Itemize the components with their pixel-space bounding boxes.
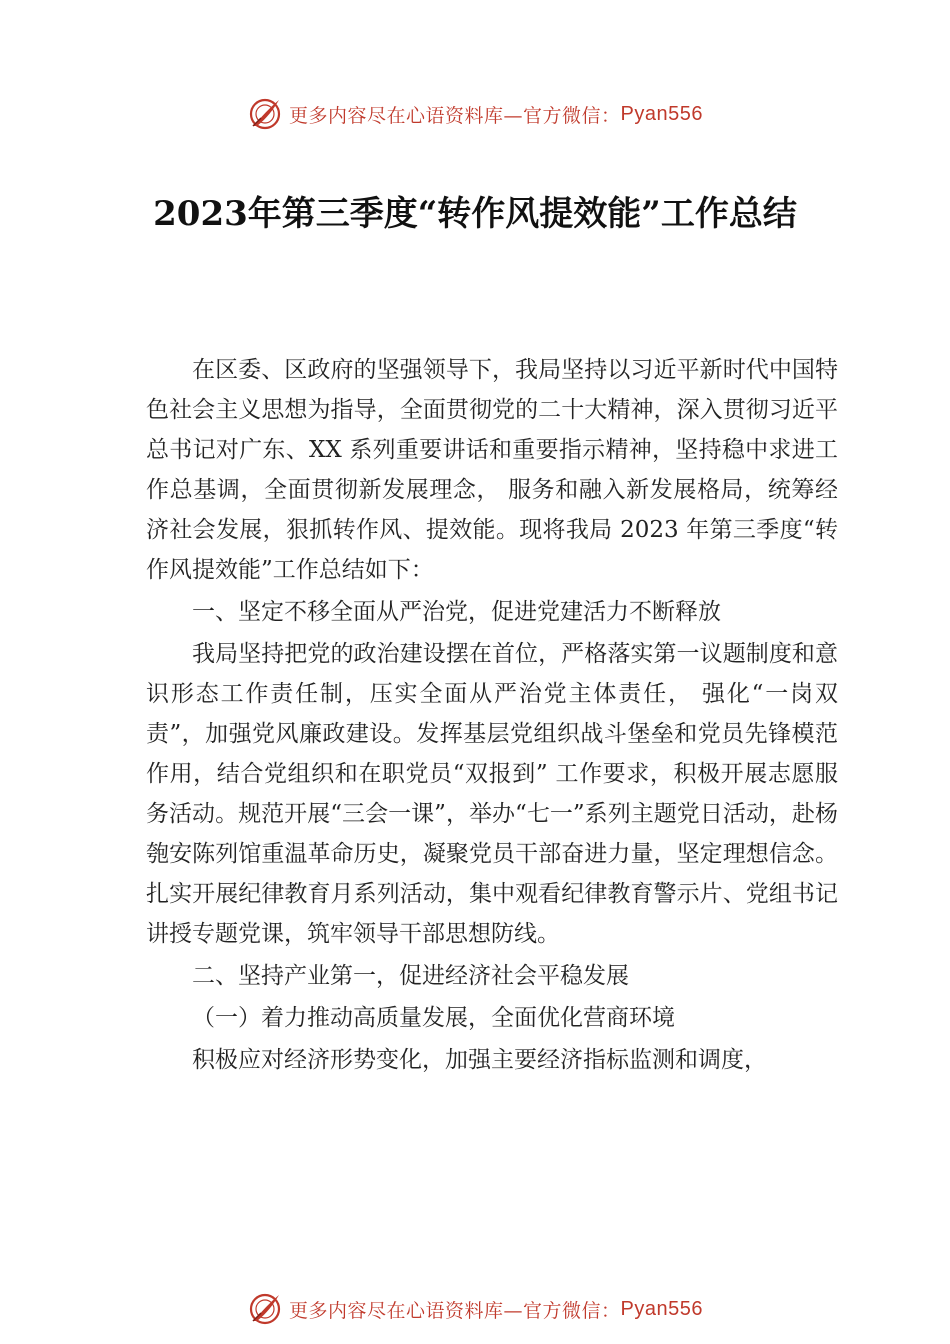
subsection-heading-1: （一）着力推动高质量发展，全面优化营商环境 — [192, 1005, 675, 1031]
document-body — [146, 350, 838, 1080]
section-heading-1: 一、坚定不移全面从严治党，促进党建活力不断释放 — [192, 599, 721, 625]
watermark-banner-bottom — [0, 1289, 950, 1329]
quill-seal-icon — [247, 1291, 283, 1327]
document-title: 2023年第三季度“转作风提效能”工作总结 — [153, 194, 797, 234]
paragraph-party-building: 我局坚持把党的政治建设摆在首位，严格落实第一议题制度和意识形态工作责任制，压实全面从严治党主体责任， 强化“一岗双责”，加强党风廉政建设。发挥基层党组织战斗堡垒和党员先锋模范作用，结合党组织和在职党员“双报到” 工作要求，积极开展志愿服务活动。规范开展“三会一课”，举办“七一”系列主题党日活动，赴杨匏安陈列馆重温革命历史，凝聚党员干部奋进力量，坚定理想信念。扎实开展纪律教育月系列活动，集中观看纪律教育警示片、党组书记讲授专题党课，筑牢领导干部思想防线。 — [146, 641, 838, 947]
quill-seal-icon — [247, 96, 283, 132]
watermark-text: 更多内容尽在心语资料库—官方微信： — [289, 104, 621, 127]
watermark-banner-top — [0, 94, 950, 134]
watermark-text: 更多内容尽在心语资料库—官方微信： — [289, 1299, 621, 1322]
section-heading-2: 二、坚持产业第一，促进经济社会平稳发展 — [192, 963, 629, 989]
paragraph-economy: 积极应对经济形势变化，加强主要经济指标监测和调度， — [192, 1047, 767, 1073]
watermark-wechat-id: Pyan556 — [620, 102, 703, 125]
paragraph-intro: 在区委、区政府的坚强领导下，我局坚持以习近平新时代中国特色社会主义思想为指导，全面贯彻党的二十大精神，深入贯彻习近平总书记对广东、XX 系列重要讲话和重要指示精神，坚持稳中求进工作总基调，全面贯彻新发展理念， 服务和融入新发展格局，统筹经济社会发展，狠抓转作风、提效能。现将我局 2023 年第三季度“转作风提效能”工作总结如下： — [146, 357, 838, 583]
watermark-wechat-id: Pyan556 — [620, 1297, 703, 1320]
